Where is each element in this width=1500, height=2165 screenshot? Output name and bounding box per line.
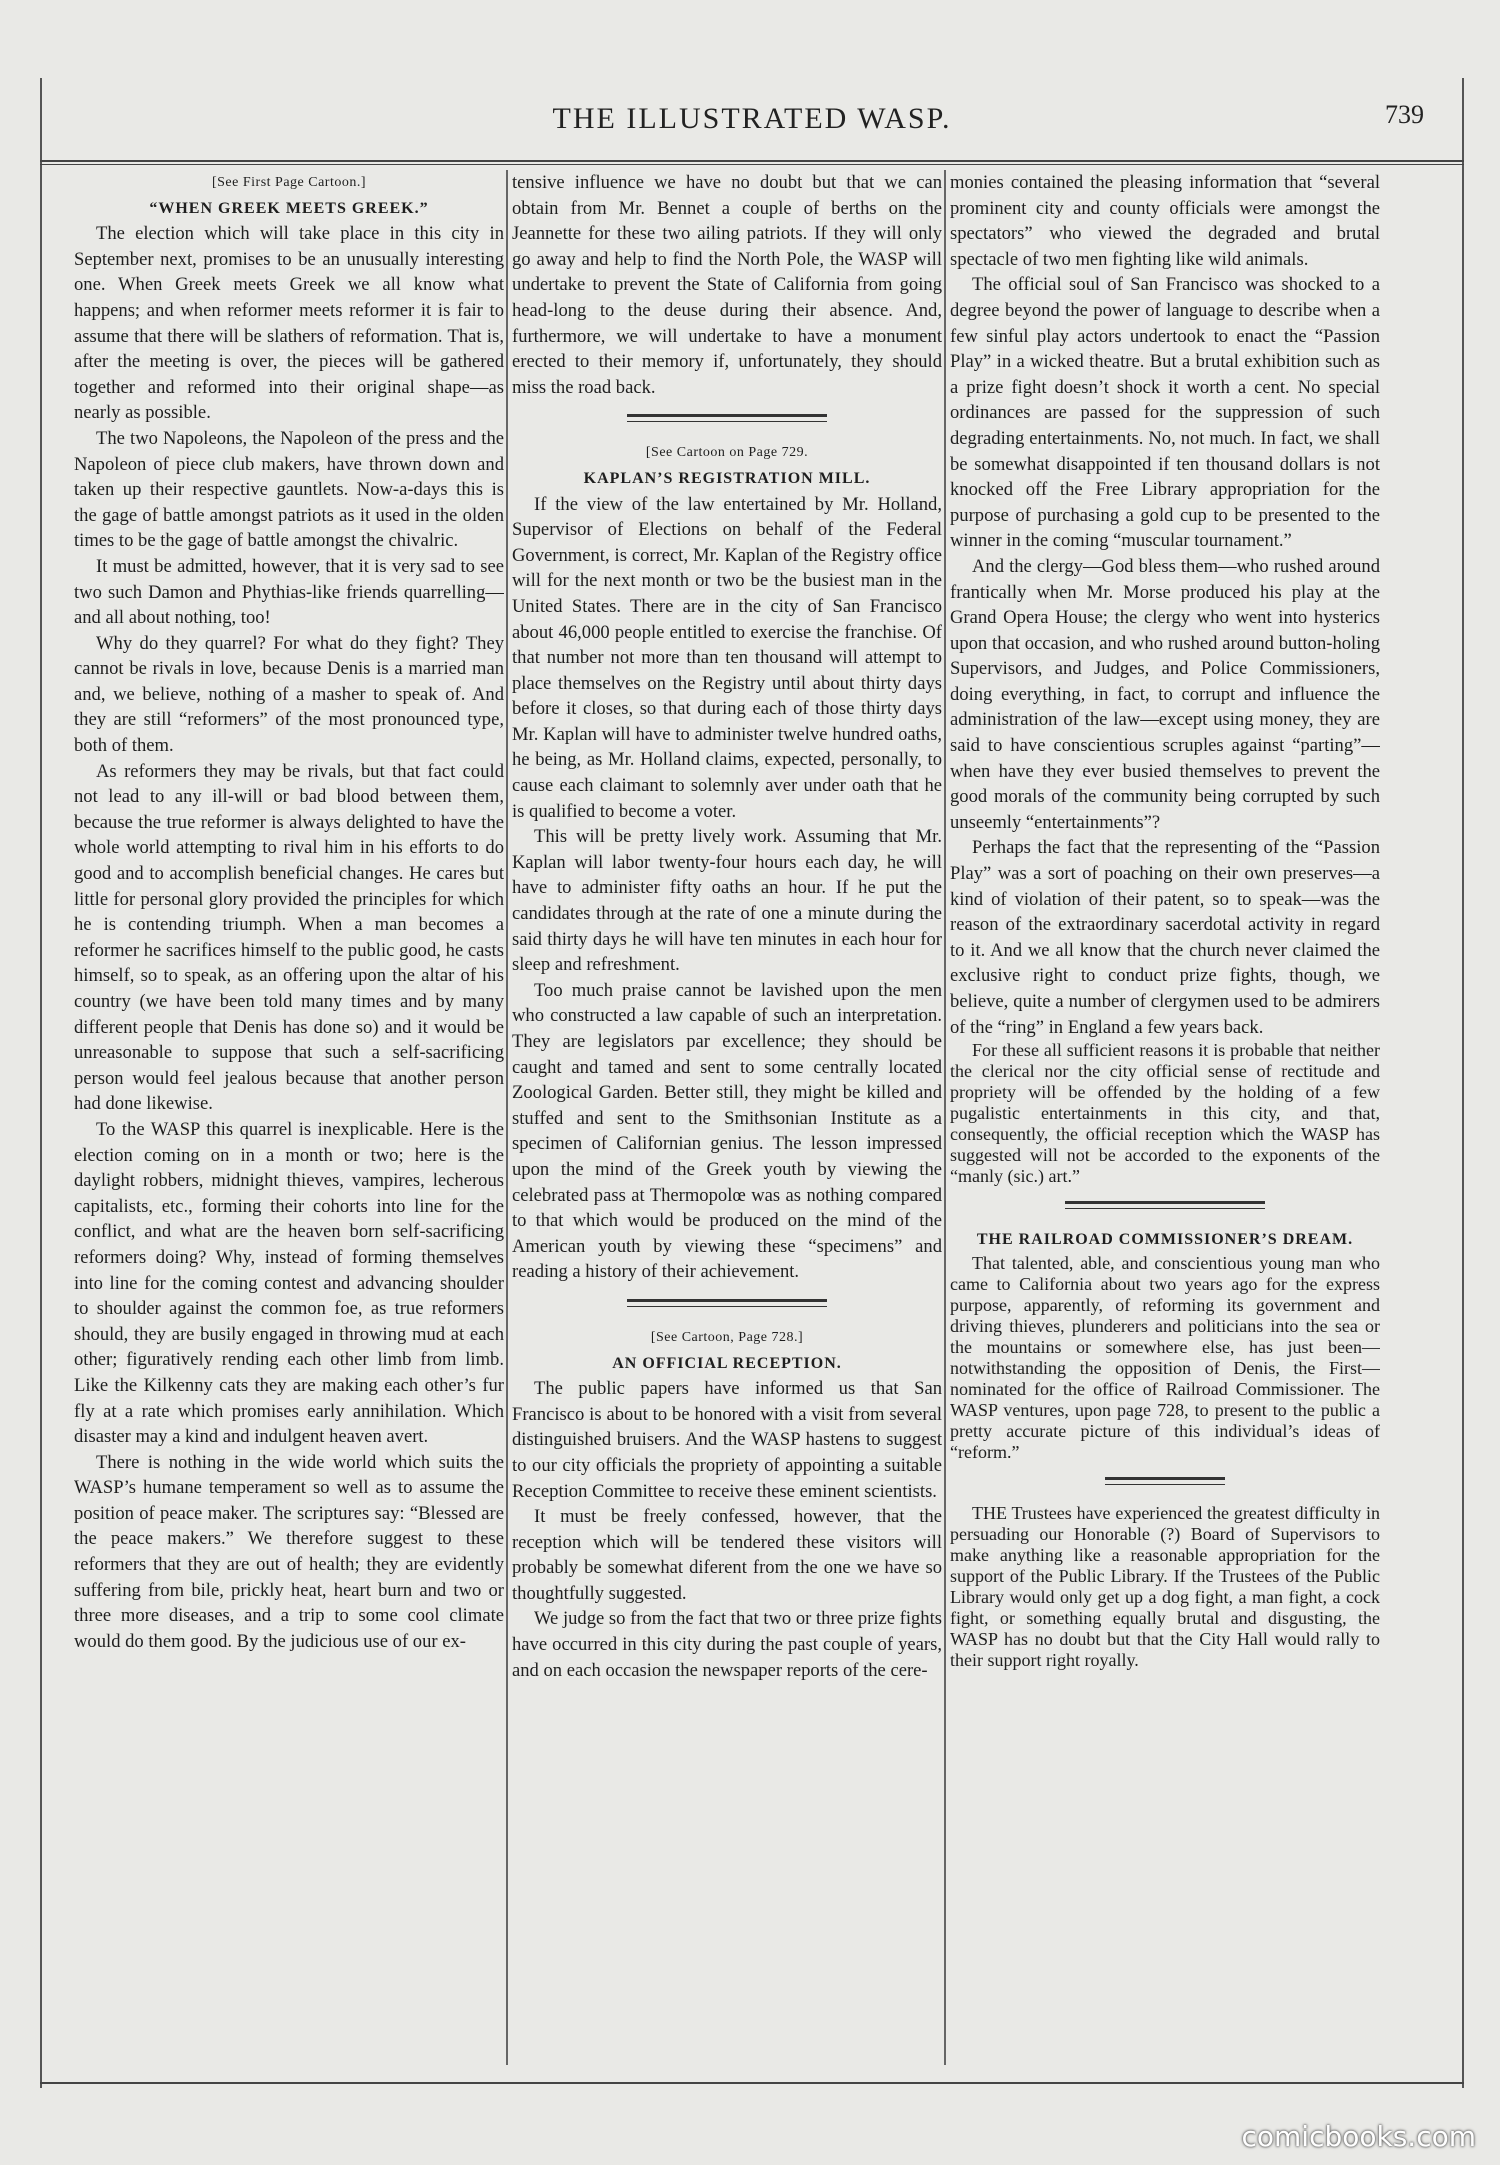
paragraph: It must be admitted, however, that it is very sad to see two such Damon and Phythias-like friends quarrelling—and all about nothing, too! <box>74 555 504 629</box>
section-separator <box>1065 1201 1265 1209</box>
column-divider-2 <box>944 170 946 2065</box>
cartoon-reference: [See Cartoon on Page 729. <box>645 445 809 461</box>
paragraph: For these all sufficient reasons it is probable that neither the clerical nor the city official sense of rectitude and propriety will be offended by the holding of a few pugalistic entertainments in this city, and that, consequently, the official reception which the WASP has suggested will not be accorded to the exponents of the “manly (sic.) art.” <box>950 1040 1380 1187</box>
paragraph: The election which will take place in this city in September next, promises to be an unusually interesting one. When Greek meets Greek we all know what happens; and when reformer meets reformer it is fair to assume that there will be slathers of reformation. That is, after the meeting is over, the pieces will be gathered together and reformed into their original shape—as nearly as possible. <box>74 223 504 424</box>
section-separator <box>627 1299 827 1307</box>
publication-title: THE ILLUSTRATED WASP. <box>552 102 952 135</box>
footer-rule <box>40 2082 1464 2084</box>
paragraph: There is nothing in the wide world which suits the WASP’s humane temperament so well as to assume the position of peace maker. The scriptures say: “Blessed are the peace makers.” We therefore suggest to these reformers that they are out of health; they are evidently suffering from bile, prickly heat, heart burn and two or three more diseases, and a trip to some cool climate would do them good. By the judicious use of our ex- <box>74 1451 504 1652</box>
section-separator <box>1105 1477 1225 1485</box>
article-title: THE RAILROAD COMMISSIONER’S DREAM. <box>976 1231 1354 1249</box>
paragraph: tensive influence we have no doubt but that we can obtain from Mr. Bennet a couple of berths on the Jeannette for these two ailing patriots. If they will only go away and help to find the North Pole, the WASP will undertake to prevent the State of California from going head-long to the deuse during their absence. And, furthermore, we will undertake to have a monument erected to their memory if, unfortunately, they should miss the road back. <box>512 172 942 398</box>
column-2 <box>512 170 942 2070</box>
paragraph: It must be freely confessed, however, that the reception which will be tendered these visitors will probably be somewhat diferent from the one we have so thoughtfully suggested. <box>512 1506 942 1604</box>
article-title: “WHEN GREEK MEETS GREEK.” <box>149 199 429 217</box>
article-title: KAPLAN’S REGISTRATION MILL. <box>583 469 871 487</box>
watermark: comicbooks.com <box>1241 2120 1476 2153</box>
paragraph: The official soul of San Francisco was shocked to a degree beyond the power of language to describe when a few sinful play actors undertook to enact the “Passion Play” in a wicked theatre. But a brutal exhibition such as a prize fight doesn’t shock it worth a cent. No special ordinances are passed for the suppression of such degrading entertainments. No, not much. In fact, we shall be somewhat disappointed if ten thousand dollars is not knocked off the Free Library appropriation for the purpose of purchasing a gold cup to be presented to the winner in the coming “muscular tournament.” <box>950 274 1380 552</box>
page-header <box>40 84 1464 156</box>
paragraph: If the view of the law entertained by Mr. Holland, Supervisor of Elections on behalf of the Federal Government, is correct, Mr. Kaplan of the Registry office will for the next month or two be the busiest man in the United States. There are in the city of San Francisco about 46,000 people entitled to exercise the franchise. Of that number not more than ten thousand will attempt to place themselves on the Registry until about thirty days before it closes, so that during each of those thirty days Mr. Kaplan will have to administer twelve hundred oaths, he being, as Mr. Holland claims, expected, personally, to cause each claimant to solemnly aver under oath that he is qualified to become a voter. <box>512 493 942 822</box>
cartoon-reference: [See First Page Cartoon.] <box>211 175 367 190</box>
paragraph: To the WASP this quarrel is inexplicable. Here is the election coming on in a month or two; here is the daylight robbers, midnight thieves, vampires, lecherous capitalists, etc., forming their cohorts into line for the conflict, and what are the heaven born self-sacrificing reformers doing? Why, instead of forming themselves into line for the coming contest and advancing shoulder to shoulder against the common foe, as true reformers should, they are busily engaged in throwing mud at each other; figuratively rending each other limb from limb. Like the Kilkenny cats they are making each other’s fur fly at a rate which promises early annihilation. Which disaster may a kind and indulgent heaven avert. <box>74 1118 504 1448</box>
section-separator <box>627 414 827 422</box>
paragraph: This will be pretty lively work. Assuming that Mr. Kaplan will labor twenty-four hours each day, he will have to administer fifty oaths an hour. If he put the candidates through at the rate of one a minute during the said thirty days he will have ten minutes in each hour for sleep and refreshment. <box>512 826 942 976</box>
column-1 <box>74 170 504 2070</box>
paragraph: And the clergy—God bless them—who rushed around frantically when Mr. Morse produced his play at the Grand Opera House; the clergy who went into hysterics upon that occasion, and who rushed around button-holing Supervisors, and Judges, and Police Commissioners, doing everything, in fact, to corrupt and influence the administration of the law—except using money, they are said to have conscientious scruples against “parting”—when have they ever busied themselves to prevent the good morals of the community being corrupted by such unseemly “entertainments”? <box>950 555 1380 833</box>
column-3 <box>950 170 1380 2070</box>
article-title: AN OFFICIAL RECEPTION. <box>612 1354 842 1372</box>
cartoon-reference: [See Cartoon, Page 728.] <box>650 1329 804 1345</box>
paragraph: We judge so from the fact that two or three prize fights have occurred in this city during the past couple of years, and on each occasion the newspaper reports of the cere- <box>512 1608 942 1681</box>
column-divider-1 <box>506 170 508 2065</box>
paragraph: The public papers have informed us that San Francisco is about to be honored with a visit from several distinguished bruisers. And the WASP hastens to suggest to our city officials the propriety of appointing a suitable Reception Committee to receive these eminent scientists. <box>512 1378 942 1502</box>
paragraph: THE Trustees have experienced the greatest difficulty in persuading our Honorable (?) Board of Supervisors to make anything like a reasonable appropriation for the support of the Public Library. If the Trustees of the Public Library would only get up a dog fight, a man fight, a cock fight, or something equally brutal and disgusting, the WASP has no doubt but that the City Hall would rally to their support right royally. <box>950 1502 1380 1670</box>
paragraph: As reformers they may be rivals, but that fact could not lead to any ill-will or bad blood between them, because the true reformer is always delighted to have the whole world attempting to rival him in his efforts to do good and to accomplish beneficial changes. He cares but little for personal glory provided the principles for which he is contending triumph. When a man becomes a reformer he sacrifices himself to the public good, he casts himself, so to speak, as an offering upon the altar of his country (we have been told many times and by many different people that Denis has done so) and it would be unreasonable to suppose that such a self-sacrificing person would feel jealous because that another person had done likewise. <box>74 760 504 1115</box>
paragraph: The two Napoleons, the Napoleon of the press and the Napoleon of piece club makers, have thrown down and taken up their respective gauntlets. Now-a-days this is the gage of battle amongst patriots as it used in the olden times to be the gage of battle amongst the chivalric. <box>74 427 504 552</box>
paragraph: Perhaps the fact that the representing of the “Passion Play” was a sort of poaching on their own preserves—a kind of violation of their patent, so to speak—was the reason of the extraordinary sacerdotal activity in regard to it. And we all know that the church never claimed the exclusive right to conduct prize fights, though, we believe, quite a number of clergymen used to be admirers of the “ring” in England a few years back. <box>950 837 1380 1038</box>
page-number: 739 <box>1385 100 1424 129</box>
paragraph: Too much praise cannot be lavished upon the men who constructed a law capable of such an interpretation. They are legislators par excellence; they should be caught and tamed and sent to some centrally located Zoological Garden. Better still, they might be killed and stuffed and sent to the Smithsonian Institute as a specimen of Californian genius. The lesson impressed upon the mind of the Greek youth by viewing the celebrated pass at Thermopolœ was as nothing compared to that which would be produced on the mind of the American youth by viewing these “specimens” and reading a history of their achievement. <box>512 979 942 1283</box>
paragraph: Why do they quarrel? For what do they fight? They cannot be rivals in love, because Denis is a married man and, we believe, nothing of a masher to speak of. And they are still “reformers” of the most pronounced type, both of them. <box>74 632 504 757</box>
paragraph: That talented, able, and conscientious young man who came to California about two years ago for the express purpose, apparently, of reforming its government and driving thieves, plunderers and politicians into the sea or the mountains or somewhere else, has just been—notwithstanding the opposition of Denis, the First—nominated for the office of Railroad Commissioner. The WASP ventures, upon page 728, to present to the public a pretty accurate picture of this individual’s ideas of “reform.” <box>950 1252 1380 1462</box>
header-rule <box>40 160 1464 165</box>
paragraph: monies contained the pleasing information that “several prominent city and county officials were amongst the spectators” who viewed the degraded and brutal spectacle of two men fighting like wild animals. <box>950 172 1380 270</box>
